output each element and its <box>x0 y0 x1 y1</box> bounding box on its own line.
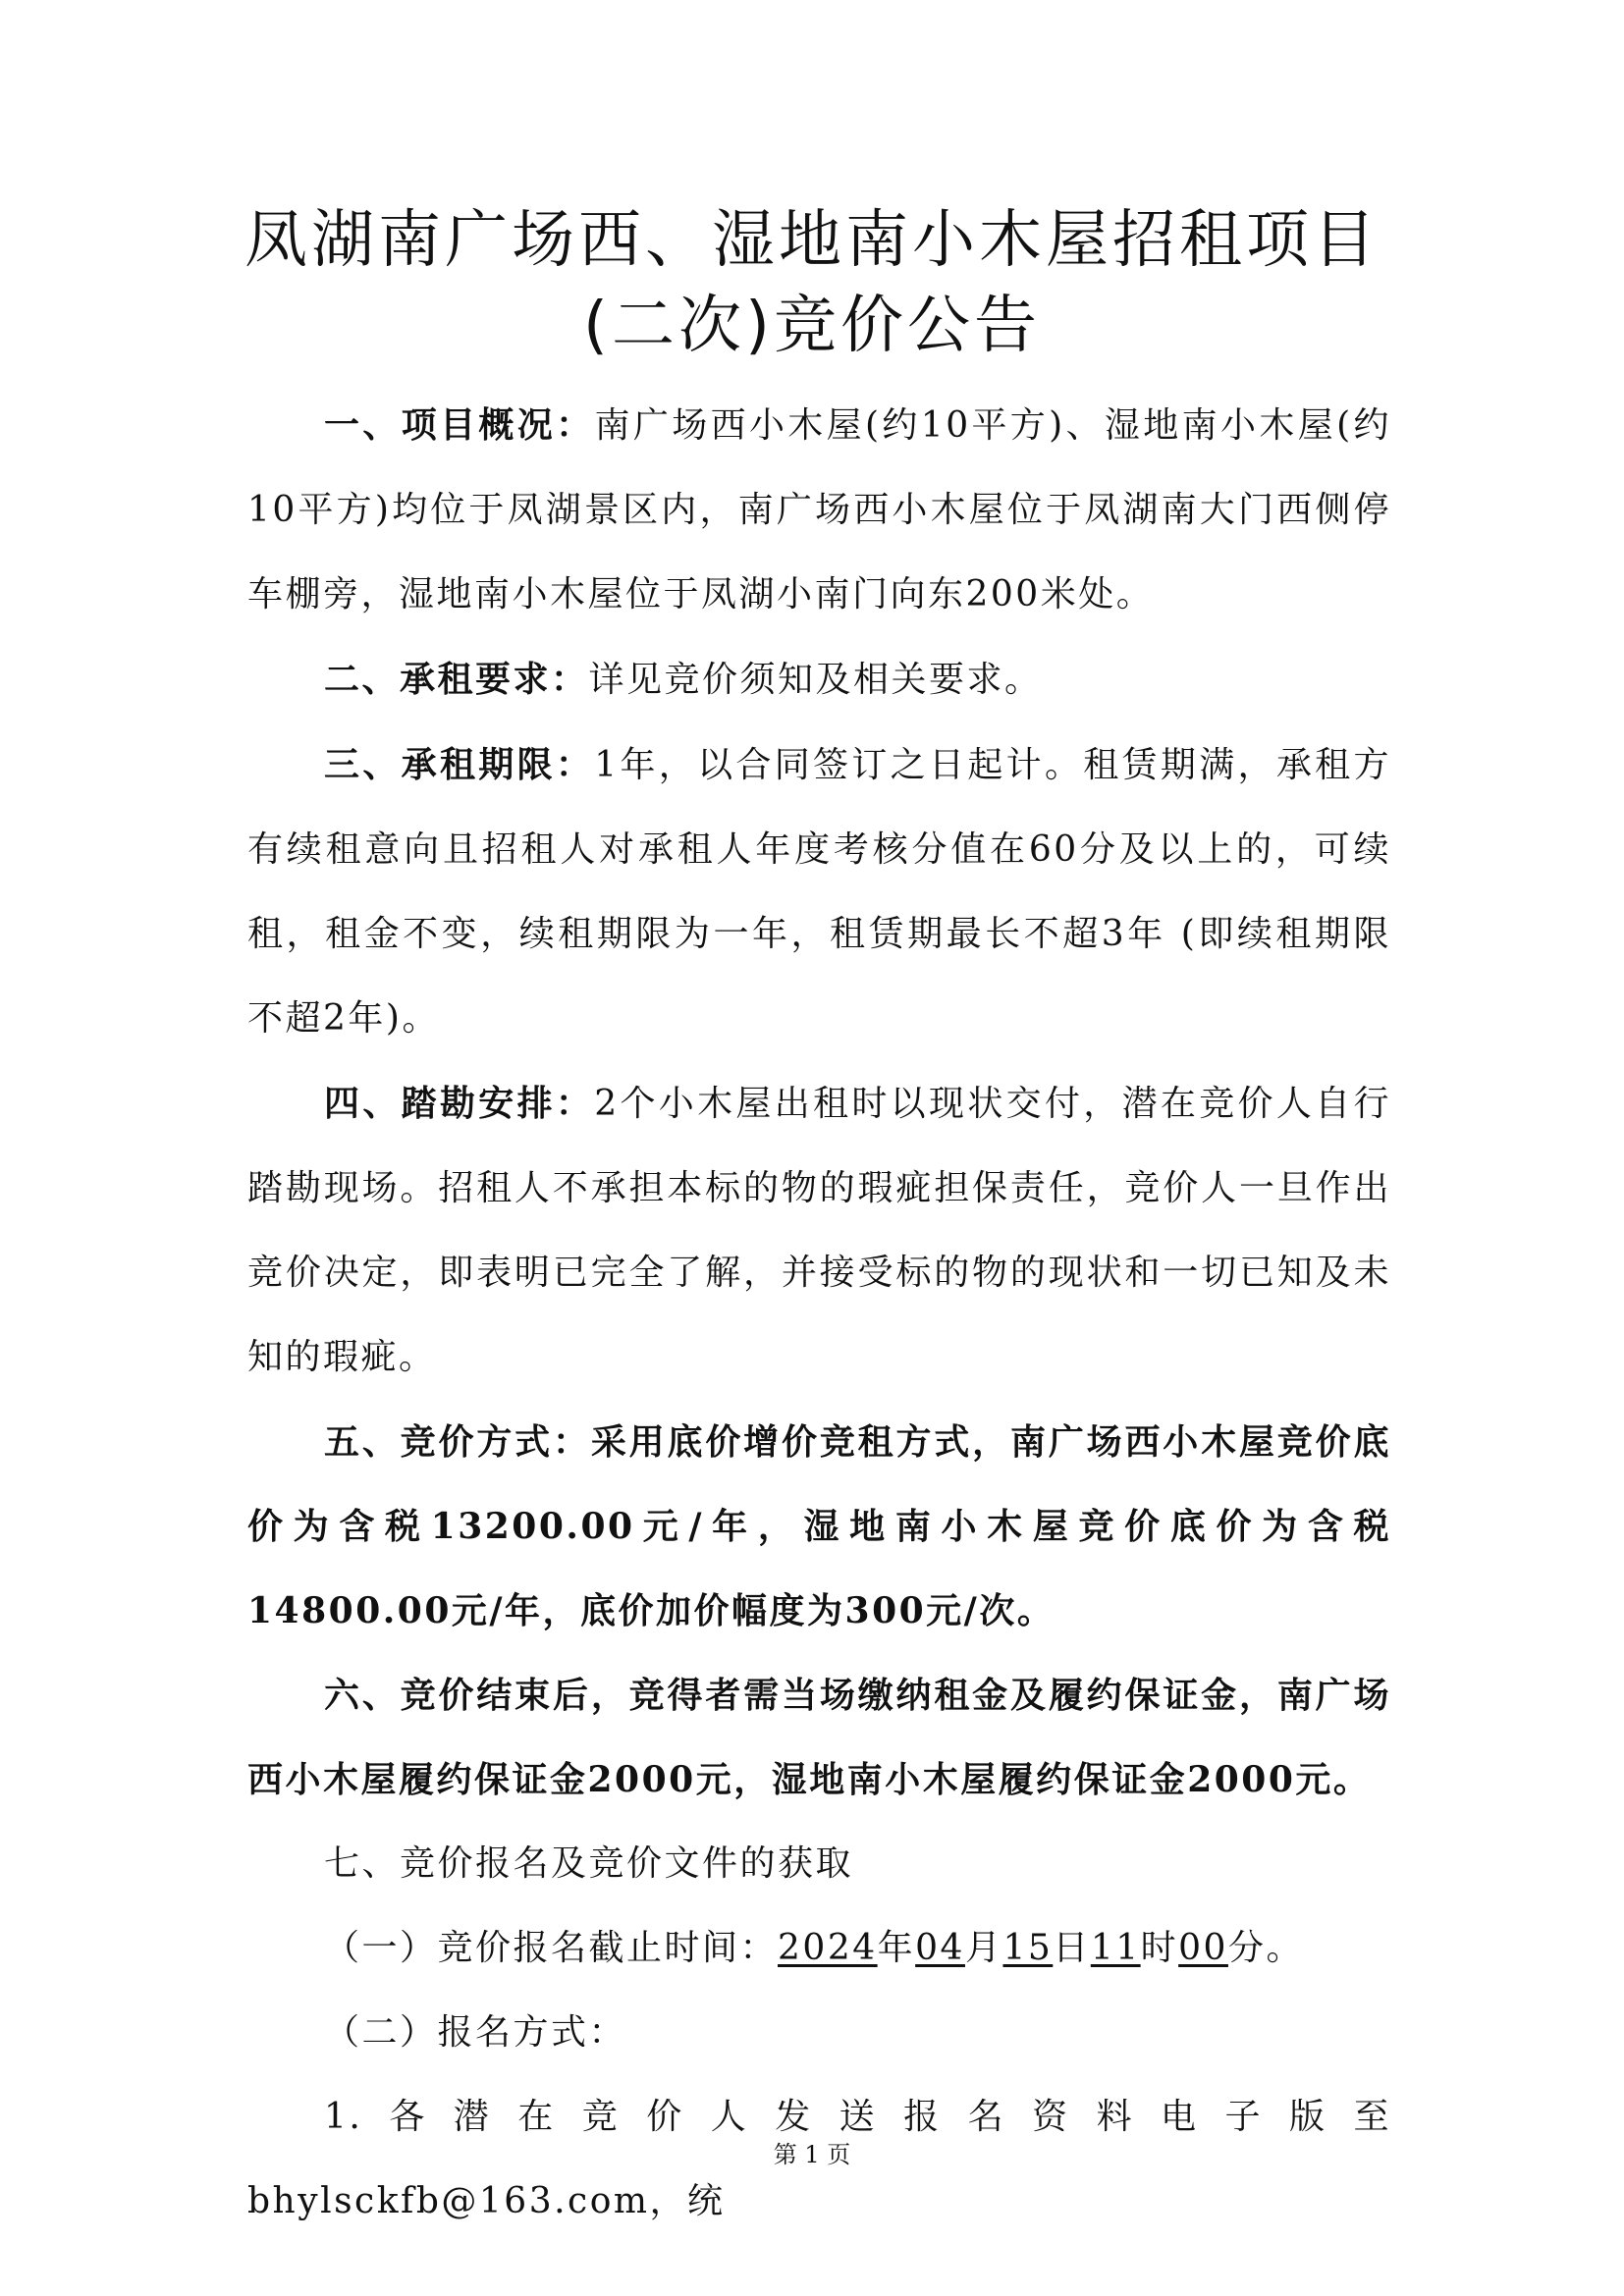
section-4-paragraph <box>247 1061 1391 1400</box>
section-4-text: 2个小木屋出租时以现状交付，潜在竞价人自行踏勘现场。招租人不承担本标的物的瑕疵担保责任，竞价人一旦作出竞价决定，即表明已完全了解，并接受标的物的现状和一切已知及未知的瑕疵。 <box>247 1084 1391 1377</box>
document-body <box>247 383 1391 2244</box>
deadline-hour: 11 <box>1090 1928 1141 1968</box>
section-2-text: 详见竞价须知及相关要求。 <box>588 660 1043 700</box>
deadline-day: 15 <box>1002 1928 1054 1968</box>
section-5-text: 采用底价增价竞租方式，南广场西小木屋竞价底价为含税13200.00元/年，湿地南小木屋竞价底价为含税14800.00元/年，底价加价幅度为300元/次。 <box>247 1421 1391 1631</box>
section-7-2-heading: （二）报名方式： <box>324 2012 627 2053</box>
section-3-text: 1年，以合同签订之日起计。租赁期满，承租方有续租意向且招租人对承租人年度考核分值在60分及以上的，可续租，租金不变，续租期限为一年，租赁期最长不超3年 (即续租期限不超2年)。 <box>247 745 1391 1039</box>
deadline-hour-unit: 时 <box>1140 1928 1179 1968</box>
section-3-heading: 三、承租期限： <box>324 744 595 785</box>
section-2-paragraph <box>247 637 1391 722</box>
section-7-2-1-paragraph: 1.各潜在竞价人发送报名资料电子版至bhylsckfb@163.com，统 <box>247 2097 1391 2221</box>
section-1-paragraph <box>247 383 1391 637</box>
document-title-line1: 凤湖南广场西、湿地南小木屋招租项目 <box>244 204 1380 277</box>
deadline-month-unit: 月 <box>964 1928 1003 1968</box>
section-7-1-paragraph <box>247 1906 1391 1991</box>
deadline-year: 2024 <box>778 1928 878 1968</box>
page-number: 第 1 页 <box>773 2141 851 2168</box>
deadline-month: 04 <box>915 1928 965 1968</box>
section-6-paragraph: 六、竞价结束后，竞得者需当场缴纳租金及履约保证金，南广场西小木屋履约保证金2000元，湿地南小木屋履约保证金2000元。 <box>247 1675 1391 1800</box>
section-5-heading: 五、竞价方式： <box>324 1421 591 1463</box>
section-5-paragraph <box>247 1400 1391 1653</box>
deadline-day-unit: 日 <box>1053 1928 1091 1968</box>
section-2-heading: 二、承租要求： <box>324 659 589 700</box>
deadline-minute: 00 <box>1178 1928 1228 1968</box>
document-title-line2: (二次)竞价公告 <box>583 290 1041 362</box>
deadline-year-unit: 年 <box>877 1928 916 1968</box>
section-3-paragraph <box>247 722 1391 1061</box>
deadline-minute-unit: 分。 <box>1227 1928 1304 1968</box>
section-1-text: 南广场西小木屋(约10平方)、湿地南小木屋(约10平方)均位于凤湖景区内，南广场西小木屋位于凤湖南大门西侧停车棚旁，湿地南小木屋位于凤湖小南门向东200米处。 <box>247 405 1391 614</box>
section-4-heading: 四、踏勘安排： <box>324 1083 595 1124</box>
registration-deadline-label: （一）竞价报名截止时间： <box>324 1928 779 1968</box>
section-7-heading: 七、竞价报名及竞价文件的获取 <box>324 1843 854 1884</box>
section-1-heading: 一、项目概况： <box>324 404 595 446</box>
